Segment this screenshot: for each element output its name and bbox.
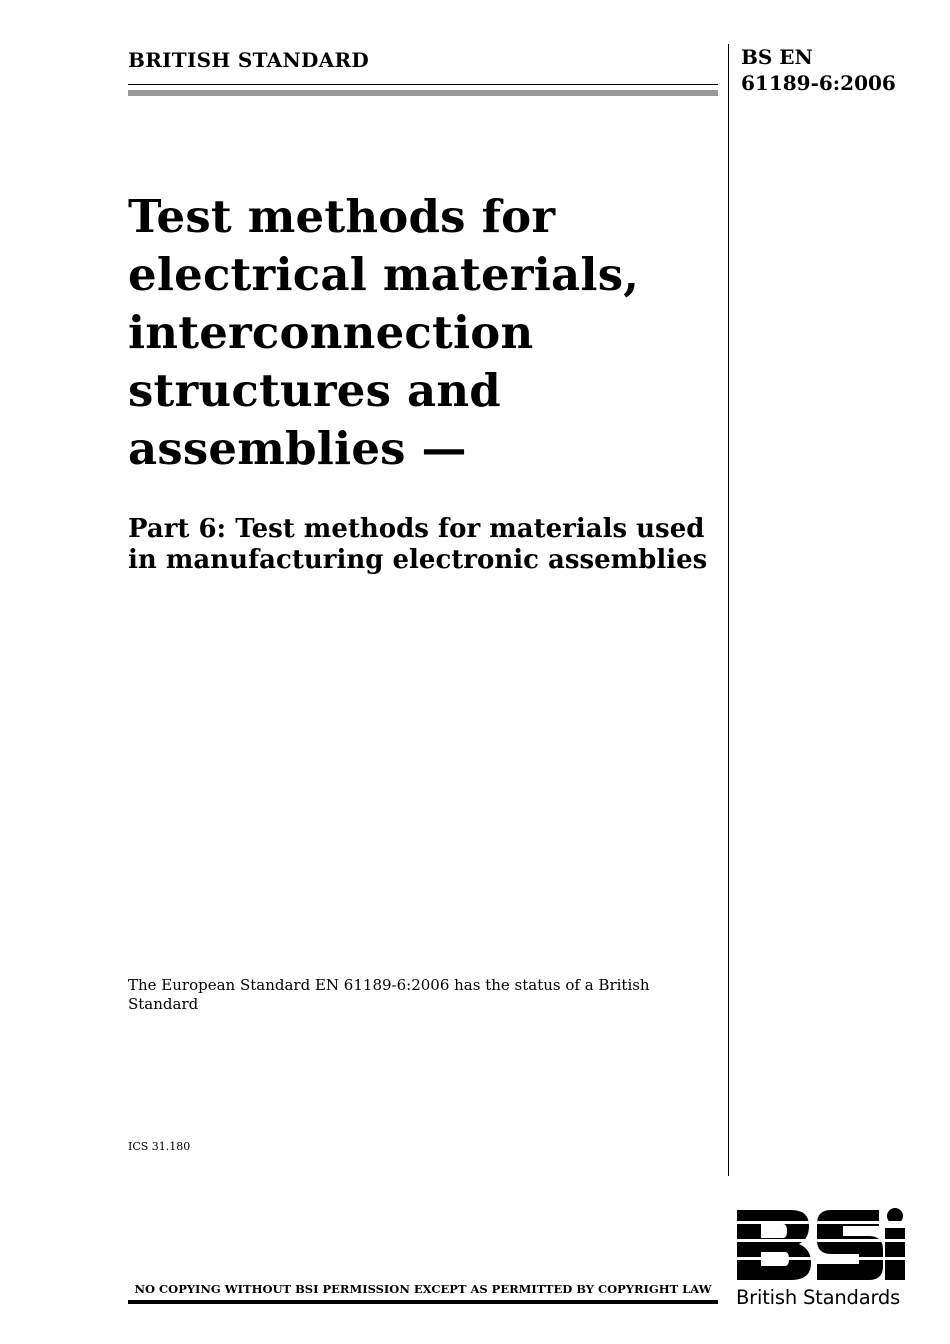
copyright-notice: NO COPYING WITHOUT BSI PERMISSION EXCEPT AS PERMITTED BY COPYRIGHT LAW [134,1282,712,1296]
standard-number-line-2: 61189-6:2006 [741,71,896,95]
document-title [128,188,718,478]
title-line: structures and [128,364,501,417]
standard-number-line-1: BS EN [741,45,813,69]
document-subtitle [128,514,728,576]
bsi-logo [735,1206,907,1318]
footer-rule [128,1300,718,1304]
header-thin-rule [128,84,718,85]
title-line: electrical materials, [128,248,640,301]
header-label: BRITISH STANDARD [128,48,370,72]
status-line: The European Standard EN 61189-6:2006 has the status of a British [128,976,650,994]
standard-number [741,44,896,96]
bsi-wordmark-icon [735,1206,907,1284]
title-line: interconnection [128,306,534,359]
title-line: assemblies — [128,422,467,475]
status-statement [128,976,688,1014]
header-thick-rule [128,90,718,96]
subtitle-line: in manufacturing electronic assemblies [128,545,708,575]
subtitle-line: Part 6: Test methods for materials used [128,514,705,544]
bsi-logo-caption: British Standards [736,1286,901,1309]
status-line: Standard [128,995,199,1013]
vertical-divider [728,44,729,1176]
title-line: Test methods for [128,190,556,243]
ics-code: ICS 31.180 [128,1140,191,1153]
